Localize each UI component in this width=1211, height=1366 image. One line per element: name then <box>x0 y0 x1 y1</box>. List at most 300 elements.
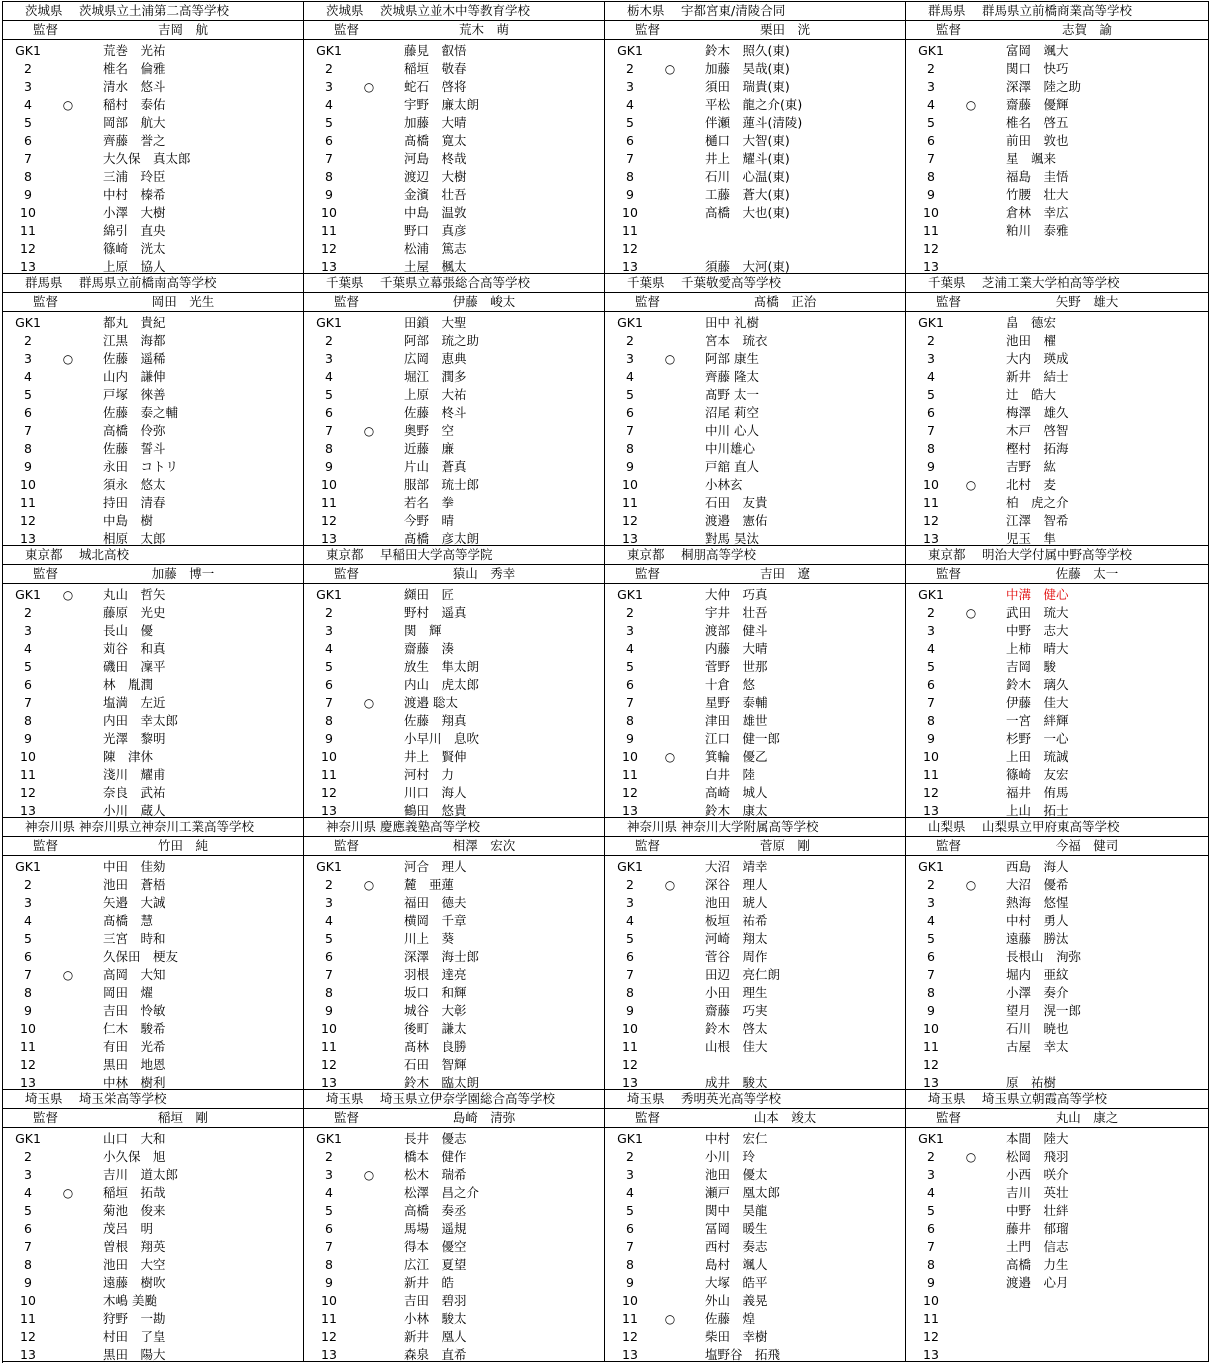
player-name: 奥野 空 <box>404 423 455 438</box>
player-name: 古屋 幸太 <box>1006 1039 1069 1054</box>
player-row <box>3 1292 303 1310</box>
player-number: 4 <box>325 369 333 384</box>
player-name: 高岡 大知 <box>103 967 166 982</box>
player-row <box>605 1202 905 1220</box>
player-number: GK1 <box>918 587 944 602</box>
player-number: 5 <box>927 659 935 674</box>
coach-label: 監督 <box>936 566 962 581</box>
player-name: 新井 結士 <box>1006 369 1069 384</box>
player-row <box>3 640 303 658</box>
player-name: 柴田 幸樹 <box>705 1329 768 1344</box>
player-list <box>906 584 1208 818</box>
player-name: 藤原 光史 <box>103 605 166 620</box>
player-name: 岡部 航大 <box>103 115 166 130</box>
player-name: 三宮 時和 <box>103 931 166 946</box>
player-name: 吉岡 駿 <box>1006 659 1057 674</box>
player-number: 5 <box>24 659 32 674</box>
coach-label: 監督 <box>334 294 360 309</box>
player-number: 7 <box>927 423 935 438</box>
coach-name: 荒木 萌 <box>458 22 509 37</box>
player-number: 10 <box>923 1293 939 1308</box>
school-name: 群馬県立前橋南高等学校 <box>79 275 217 290</box>
player-name: 杉野 一心 <box>1006 731 1069 746</box>
player-number: 8 <box>626 441 634 456</box>
player-name: 奈良 武祐 <box>103 785 166 800</box>
player-number: 11 <box>923 495 939 510</box>
player-number: 4 <box>927 913 935 928</box>
player-row <box>3 204 303 222</box>
player-number: 8 <box>927 1257 935 1272</box>
player-name: 伴瀬 蓮斗(清陵) <box>705 115 803 130</box>
player-row <box>906 42 1208 60</box>
player-number: 10 <box>923 749 939 764</box>
player-name: 大仲 巧真 <box>705 587 768 602</box>
player-row <box>304 240 604 258</box>
player-number: 8 <box>325 441 333 456</box>
player-number: 12 <box>20 1057 36 1072</box>
player-name: 齊藤 誉之 <box>103 133 166 148</box>
player-number: 6 <box>927 949 935 964</box>
player-row <box>304 1274 604 1292</box>
player-row <box>906 730 1208 748</box>
player-name: 小西 咲介 <box>1006 1167 1069 1182</box>
player-name: 放生 隼太朗 <box>404 659 480 674</box>
player-name: 鈴木 啓太 <box>705 1021 768 1036</box>
player-number: 7 <box>626 1239 634 1254</box>
player-row <box>605 1184 905 1202</box>
team-header <box>3 818 303 837</box>
player-number: 8 <box>24 169 32 184</box>
player-row <box>605 204 905 222</box>
player-row <box>605 458 905 476</box>
team-header <box>304 546 604 565</box>
player-name: 吉野 紘 <box>1006 459 1057 474</box>
player-name: 辻 皓大 <box>1006 387 1057 402</box>
player-row <box>605 586 905 604</box>
player-name: 深谷 理人 <box>705 877 768 892</box>
player-number: 11 <box>622 1039 638 1054</box>
player-name: 佐藤 遥稀 <box>103 351 166 366</box>
team-header <box>304 818 604 837</box>
player-row <box>304 658 604 676</box>
school-name: 神奈川大学附属高等学校 <box>681 819 819 834</box>
coach-label: 監督 <box>334 566 360 581</box>
player-name: 上柿 晴大 <box>1006 641 1069 656</box>
team-header <box>906 818 1208 837</box>
player-row <box>605 948 905 966</box>
player-row <box>605 258 905 274</box>
player-name: 岡田 燿 <box>103 985 154 1000</box>
player-name: 苅谷 和真 <box>103 641 166 656</box>
player-number: 13 <box>622 1347 638 1362</box>
player-name: 松浦 篤志 <box>404 241 467 256</box>
player-name: 畠 德宏 <box>1006 315 1057 330</box>
player-row <box>304 1020 604 1038</box>
player-row <box>605 1130 905 1148</box>
player-row <box>906 168 1208 186</box>
player-name: 上原 大祐 <box>404 387 467 402</box>
player-name: 山根 佳大 <box>705 1039 768 1054</box>
player-row <box>304 222 604 240</box>
team-header <box>304 274 604 293</box>
player-row <box>3 60 303 78</box>
captain-mark: ○ <box>363 1168 375 1182</box>
player-row <box>605 1148 905 1166</box>
team-block <box>906 274 1209 546</box>
player-row <box>605 876 905 894</box>
player-number: 4 <box>325 913 333 928</box>
player-name: 竹腰 壮大 <box>1006 187 1069 202</box>
player-list <box>3 312 303 546</box>
player-number: 2 <box>626 1149 634 1164</box>
player-number: 4 <box>24 369 32 384</box>
player-number: 4 <box>927 641 935 656</box>
coach-name: 丸山 康之 <box>1055 1110 1119 1125</box>
school-name: 宇都宮東/清陵合同 <box>681 3 786 18</box>
player-name: 福田 德夫 <box>404 895 467 910</box>
player-number: 12 <box>20 1329 36 1344</box>
player-name: 松澤 昌之介 <box>404 1185 480 1200</box>
player-number: 3 <box>24 79 32 94</box>
player-number: 2 <box>325 1149 333 1164</box>
player-name: 小川 玲 <box>705 1149 756 1164</box>
player-name: 宇井 壮吾 <box>705 605 768 620</box>
player-row <box>605 96 905 114</box>
player-number: 4 <box>626 97 634 112</box>
player-number: 3 <box>626 623 634 638</box>
player-row <box>3 132 303 150</box>
player-number: 3 <box>927 895 935 910</box>
team-block <box>906 818 1209 1090</box>
player-number: 11 <box>20 495 36 510</box>
player-number: 13 <box>20 1075 36 1090</box>
player-row <box>906 350 1208 368</box>
player-row <box>605 494 905 512</box>
player-name: 石川 心温(東) <box>705 169 790 184</box>
player-name: 福井 侑馬 <box>1006 785 1069 800</box>
coach-name: 竹田 純 <box>157 838 208 853</box>
player-row <box>605 1002 905 1020</box>
player-row <box>906 96 1208 114</box>
prefecture: 埼玉県 <box>627 1091 665 1106</box>
player-number: 7 <box>325 967 333 982</box>
team-row <box>3 546 1209 818</box>
prefecture: 東京都 <box>326 547 364 562</box>
player-number: 7 <box>24 967 32 982</box>
player-number: 9 <box>24 1275 32 1290</box>
team-block <box>605 818 906 1090</box>
player-number: 11 <box>321 1039 337 1054</box>
player-name: 新井 皓 <box>404 1275 455 1290</box>
player-name: 関口 快巧 <box>1006 61 1069 76</box>
player-row <box>304 784 604 802</box>
player-name: 一宮 絆輝 <box>1006 713 1069 728</box>
team-block <box>3 2 304 274</box>
school-name: 群馬県立前橋商業高等学校 <box>982 3 1133 18</box>
player-name: 河崎 翔太 <box>705 931 768 946</box>
player-name: 樋口 大智(東) <box>705 133 790 148</box>
coach-row <box>304 565 604 584</box>
player-row <box>304 766 604 784</box>
player-row <box>304 1074 604 1090</box>
player-name: 松岡 飛羽 <box>1006 1149 1069 1164</box>
player-name: 鶴田 悠貴 <box>404 803 467 818</box>
player-row <box>906 1056 1208 1074</box>
player-number: GK1 <box>918 43 944 58</box>
school-name: 埼玉栄高等学校 <box>79 1091 167 1106</box>
player-name: 江澤 智希 <box>1006 513 1069 528</box>
player-row <box>906 984 1208 1002</box>
player-row <box>304 150 604 168</box>
player-name: 津田 雄世 <box>705 713 768 728</box>
coach-name: 相澤 宏次 <box>452 838 516 853</box>
player-number: 13 <box>321 1347 337 1362</box>
team-header <box>605 546 905 565</box>
player-row <box>906 1310 1208 1328</box>
player-row <box>906 440 1208 458</box>
player-row <box>906 530 1208 546</box>
player-number: 5 <box>626 931 634 946</box>
player-name: 小川 蔵人 <box>103 803 166 818</box>
player-row <box>605 984 905 1002</box>
player-number: 6 <box>626 677 634 692</box>
player-number: GK1 <box>918 1131 944 1146</box>
player-row <box>304 984 604 1002</box>
player-row <box>605 1038 905 1056</box>
player-row <box>906 676 1208 694</box>
captain-mark: ○ <box>62 352 74 366</box>
player-number: 2 <box>927 61 935 76</box>
player-row <box>3 476 303 494</box>
player-number: 12 <box>321 513 337 528</box>
player-name: 加藤 大晴 <box>404 115 467 130</box>
player-row <box>3 150 303 168</box>
prefecture: 山梨県 <box>928 819 966 834</box>
school-name: 山梨県立甲府東高等学校 <box>982 819 1120 834</box>
player-name: 中野 志大 <box>1006 623 1069 638</box>
player-number: 12 <box>321 1057 337 1072</box>
player-row <box>304 966 604 984</box>
player-name: 永田 コトリ <box>103 459 179 474</box>
coach-row <box>605 837 905 856</box>
player-row <box>3 114 303 132</box>
player-row <box>3 1274 303 1292</box>
player-number: 9 <box>626 1275 634 1290</box>
player-number: 11 <box>622 495 638 510</box>
prefecture: 千葉県 <box>326 275 364 290</box>
player-row <box>3 1074 303 1090</box>
player-name: 瀬戸 凰太郎 <box>705 1185 781 1200</box>
player-row <box>3 458 303 476</box>
player-number: 5 <box>325 387 333 402</box>
player-name: 工藤 蒼大(東) <box>705 187 790 202</box>
player-name: 河合 理人 <box>404 859 467 874</box>
player-list <box>304 312 604 546</box>
player-row <box>605 368 905 386</box>
player-row <box>3 512 303 530</box>
player-number: 6 <box>626 133 634 148</box>
player-row <box>605 512 905 530</box>
player-name: 白井 陸 <box>705 767 756 782</box>
player-name: 稲垣 敬春 <box>404 61 467 76</box>
player-row <box>906 458 1208 476</box>
team-block <box>605 274 906 546</box>
player-row <box>605 622 905 640</box>
player-number: 6 <box>325 677 333 692</box>
player-number: 4 <box>24 913 32 928</box>
captain-mark: ○ <box>62 98 74 112</box>
player-row <box>304 894 604 912</box>
prefecture: 群馬県 <box>25 275 63 290</box>
school-name: 秀明英光高等学校 <box>681 1091 782 1106</box>
player-list <box>304 584 604 818</box>
coach-label: 監督 <box>635 22 661 37</box>
player-row <box>906 204 1208 222</box>
player-row <box>605 730 905 748</box>
player-row <box>304 604 604 622</box>
player-name: 吉川 英壮 <box>1006 1185 1069 1200</box>
player-row <box>605 1256 905 1274</box>
team-block <box>3 274 304 546</box>
player-number: 8 <box>626 713 634 728</box>
player-name: 磯田 凜平 <box>103 659 166 674</box>
player-row <box>906 1074 1208 1090</box>
player-number: 9 <box>927 1275 935 1290</box>
player-row <box>3 586 303 604</box>
player-row <box>906 712 1208 730</box>
player-row <box>605 240 905 258</box>
team-block <box>906 546 1209 818</box>
player-name: 篠崎 洸太 <box>103 241 166 256</box>
player-number: 5 <box>626 115 634 130</box>
player-number: 2 <box>325 61 333 76</box>
player-number: 13 <box>622 1075 638 1090</box>
player-row <box>906 948 1208 966</box>
player-row <box>906 966 1208 984</box>
player-number: 2 <box>24 61 32 76</box>
player-name: 長根山 洵弥 <box>1006 949 1082 964</box>
player-name: 中溝 健心 <box>1006 587 1069 602</box>
player-number: 5 <box>626 387 634 402</box>
player-number: 9 <box>24 1003 32 1018</box>
player-number: GK1 <box>316 315 342 330</box>
prefecture: 神奈川県 <box>25 819 76 834</box>
player-row <box>605 1292 905 1310</box>
player-number: 10 <box>321 749 337 764</box>
player-number: 13 <box>321 1075 337 1090</box>
player-row <box>304 60 604 78</box>
team-block <box>304 546 605 818</box>
player-number: 11 <box>622 223 638 238</box>
player-name: 西村 奏志 <box>705 1239 768 1254</box>
player-number: 9 <box>325 1275 333 1290</box>
player-number: 2 <box>927 605 935 620</box>
player-number: 3 <box>325 895 333 910</box>
player-row <box>3 42 303 60</box>
player-list <box>605 40 905 274</box>
player-row <box>906 640 1208 658</box>
player-row <box>605 930 905 948</box>
player-row <box>906 150 1208 168</box>
player-row <box>304 1166 604 1184</box>
player-number: 4 <box>626 913 634 928</box>
player-row <box>605 858 905 876</box>
player-row <box>906 1292 1208 1310</box>
player-number: 8 <box>626 985 634 1000</box>
school-name: 桐朋高等学校 <box>681 547 757 562</box>
team-block <box>906 2 1209 274</box>
player-number: 10 <box>622 1293 638 1308</box>
player-name: 齊藤 隆太 <box>705 369 759 384</box>
player-number: 7 <box>24 695 32 710</box>
player-row <box>304 1220 604 1238</box>
captain-mark: ○ <box>62 1186 74 1200</box>
player-row <box>605 604 905 622</box>
player-number: 13 <box>20 531 36 546</box>
player-name: 荒巻 光祐 <box>103 43 166 58</box>
player-name: 関 輝 <box>404 623 442 638</box>
player-row <box>304 258 604 274</box>
player-number: GK1 <box>316 859 342 874</box>
player-name: 伊藤 佳大 <box>1006 695 1069 710</box>
player-name: 鈴木 照久(東) <box>705 43 790 58</box>
player-name: 麓 亜蓮 <box>404 877 455 892</box>
player-number: 10 <box>923 477 939 492</box>
coach-label: 監督 <box>334 1110 360 1125</box>
player-name: 原 祐樹 <box>1006 1075 1057 1090</box>
player-name: 矢邉 大誠 <box>103 895 166 910</box>
player-row <box>3 984 303 1002</box>
player-name: 髙橋 寛太 <box>404 133 467 148</box>
player-name: 藤見 叡悟 <box>404 43 467 58</box>
player-row <box>304 96 604 114</box>
team-block <box>906 1090 1209 1362</box>
player-list <box>3 1128 303 1362</box>
player-number: 2 <box>24 1149 32 1164</box>
player-number: 13 <box>20 259 36 274</box>
player-number: 6 <box>325 405 333 420</box>
player-name: 中田 佳劾 <box>103 859 166 874</box>
prefecture: 埼玉県 <box>326 1091 364 1106</box>
player-row <box>304 132 604 150</box>
player-row <box>304 1130 604 1148</box>
player-row <box>3 240 303 258</box>
player-list <box>304 40 604 274</box>
player-name: 陳 津休 <box>103 749 154 764</box>
coach-label: 監督 <box>936 838 962 853</box>
team-block <box>304 2 605 274</box>
player-row <box>304 948 604 966</box>
player-row <box>605 222 905 240</box>
player-row <box>304 42 604 60</box>
prefecture: 神奈川県 <box>627 819 678 834</box>
player-row <box>304 314 604 332</box>
player-number: 11 <box>321 767 337 782</box>
player-row <box>605 694 905 712</box>
player-name: 對馬 昊汰 <box>705 531 759 546</box>
player-name: 久保田 梗友 <box>103 949 179 964</box>
player-number: 4 <box>927 1185 935 1200</box>
player-row <box>605 150 905 168</box>
player-row <box>605 1346 905 1362</box>
team-row <box>3 274 1209 546</box>
player-number: 6 <box>927 133 935 148</box>
player-number: 6 <box>927 1221 935 1236</box>
player-name: 狩野 一勘 <box>103 1311 166 1326</box>
coach-row <box>304 293 604 312</box>
player-row <box>3 404 303 422</box>
player-number: 12 <box>923 1057 939 1072</box>
